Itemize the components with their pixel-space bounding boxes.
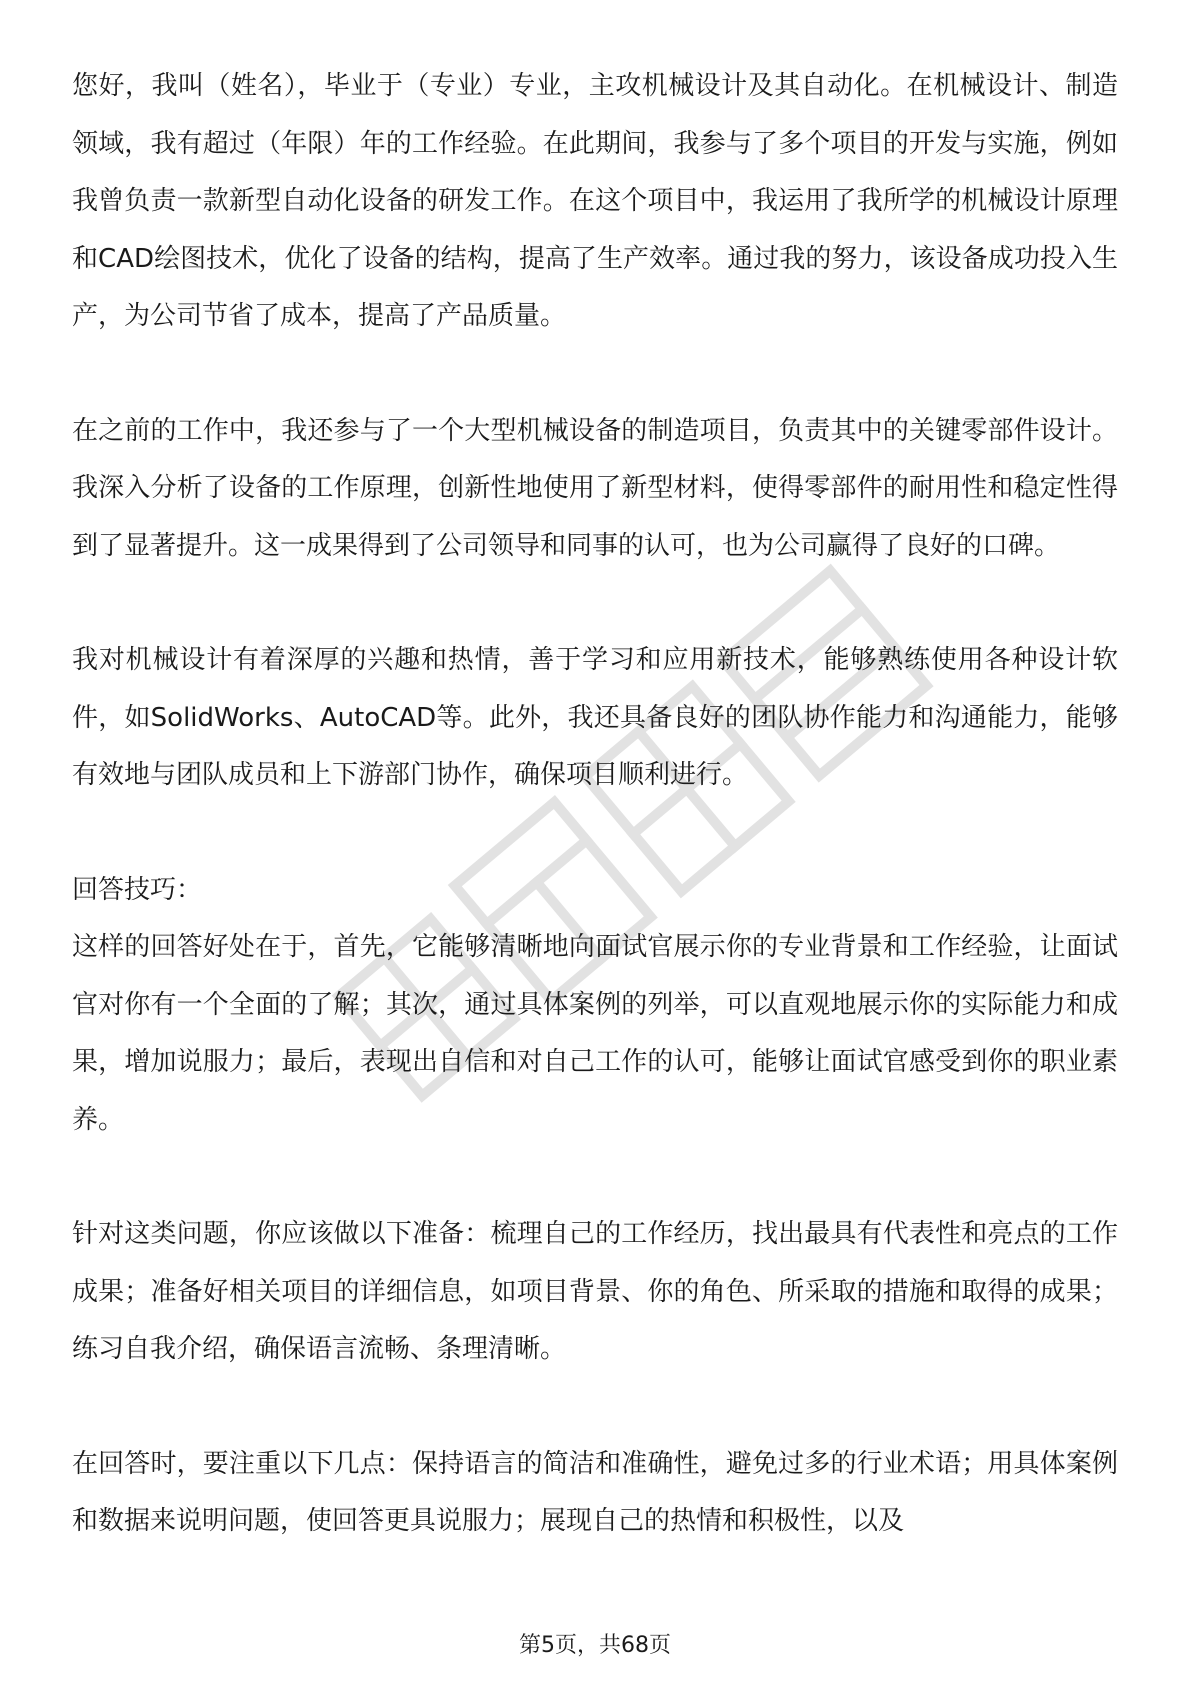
paragraph-previous-work: 在之前的工作中，我还参与了一个大型机械设备的制造项目，负责其中的关键零部件设计。我深入分析了设备的工作原理，创新性地使用了新型材料，使得零部件的耐用性和稳定性得到了显著提升。这一成果得到了公司领导和同事的认可，也为公司赢得了良好的口碑。: [72, 415, 1118, 561]
paragraph-tips-answering: 在回答时，要注重以下几点：保持语言的简洁和准确性，避免过多的行业术语；用具体案例和数据来说明问题，使回答更具说服力；展现自己的热情和积极性，以及: [72, 1448, 1118, 1536]
paragraph-skills: 我对机械设计有着深厚的兴趣和热情，善于学习和应用新技术，能够熟练使用各种设计软件，如SolidWorks、AutoCAD等。此外，我还具备良好的团队协作能力和沟通能力，能够有效地与团队成员和上下游部门协作，确保项目顺利进行。: [72, 645, 1118, 790]
paragraph-intro: 您好，我叫（姓名），毕业于（专业）专业，主攻机械设计及其自动化。在机械设计、制造领域，我有超过（年限）年的工作经验。在此期间，我参与了多个项目的开发与实施，例如我曾负责一款新型自动化设备的研发工作。在这个项目中，我运用了我所学的机械设计原理和CAD绘图技术，优化了设备的结构，提高了生产效率。通过我的努力，该设备成功投入生产，为公司节省了成本，提高了产品质量。: [72, 71, 1118, 331]
paragraph-tips-benefits: 这样的回答好处在于，首先，它能够清晰地向面试官展示你的专业背景和工作经验，让面试官对你有一个全面的了解；其次，通过具体案例的列举，可以直观地展示你的实际能力和成果，增加说服力；最后，表现出自信和对自己工作的认可，能够让面试官感受到你的职业素养。: [72, 932, 1118, 1135]
tips-heading: 回答技巧：: [72, 874, 203, 905]
page-number-footer: 第5页，共68页: [519, 1633, 671, 1658]
document-body: [72, 58, 1118, 1551]
paragraph-tips-preparation: 针对这类问题，你应该做以下准备：梳理自己的工作经历，找出最具有代表性和亮点的工作成果；准备好相关项目的详细信息，如项目背景、你的角色、所采取的措施和取得的成果；练习自我介绍，确保语言流畅、条理清晰。: [72, 1219, 1118, 1364]
